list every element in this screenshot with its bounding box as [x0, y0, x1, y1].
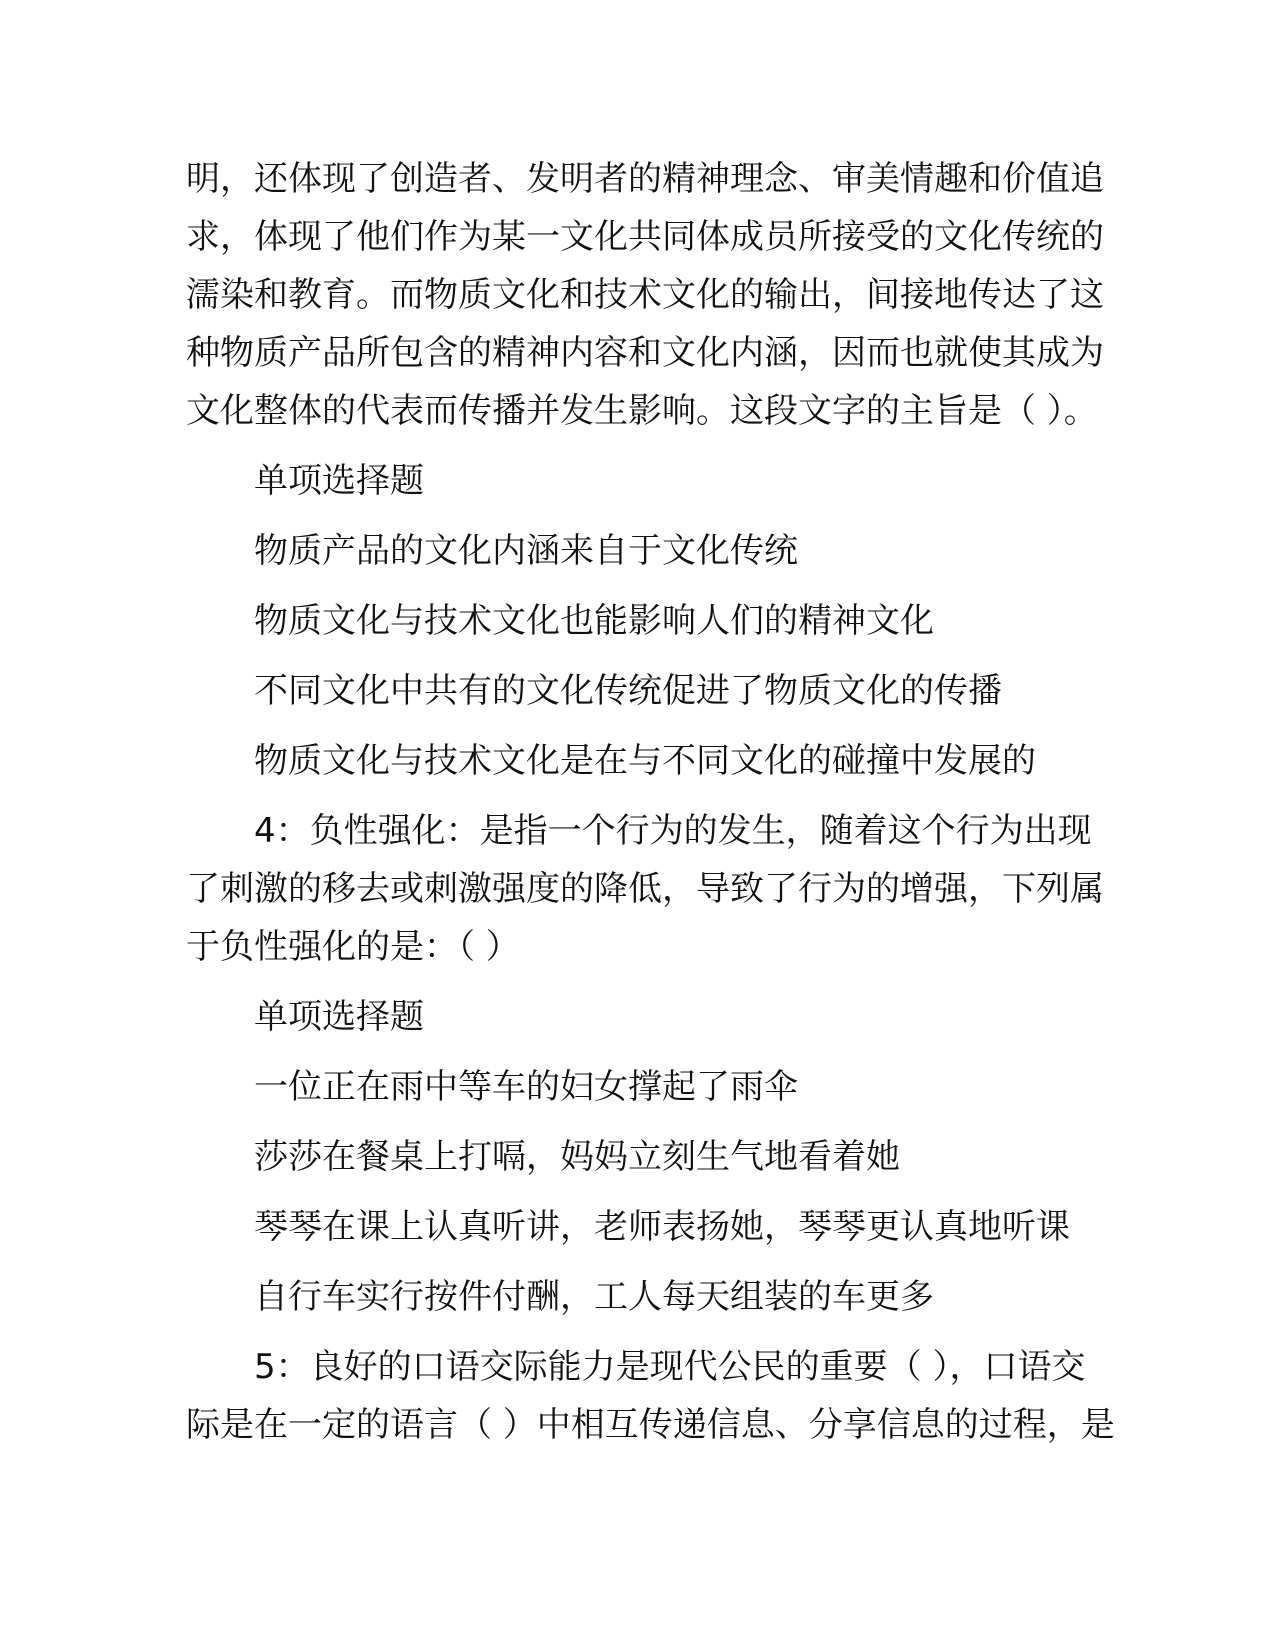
question-3-stem-line: 文化整体的代表而传播并发生影响。这段文字的主旨是（ ）。: [186, 391, 1098, 431]
question-3-option-d: 物质文化与技术文化是在与不同文化的碰撞中发展的: [254, 741, 1036, 781]
question-5-stem-line: 5：良好的口语交际能力是现代公民的重要（ ），口语交: [254, 1347, 1086, 1387]
question-3-stem-line: 种物质产品所包含的精神内容和文化内涵，因而也就使其成为: [186, 333, 1104, 373]
document-body: [186, 150, 1115, 1454]
question-3-stem-line: 明，还体现了创造者、发明者的精神理念、审美情趣和价值追: [186, 159, 1104, 199]
question-5-stem-line: 际是在一定的语言（ ）中相互传递信息、分享信息的过程，是: [186, 1405, 1115, 1445]
question-4-type: 单项选择题: [254, 997, 424, 1037]
question-4-stem-line: 于负性强化的是：（ ）: [186, 927, 520, 967]
question-3-stem: [186, 150, 1104, 440]
question-3-stem-line: 求，体现了他们作为某一文化共同体成员所接受的文化传统的: [186, 217, 1104, 257]
question-3-stem-line: 濡染和教育。而物质文化和技术文化的输出，间接地传达了这: [186, 275, 1104, 315]
question-3-option-b: 物质文化与技术文化也能影响人们的精神文化: [254, 601, 934, 641]
question-4-stem-line: 了刺激的移去或刺激强度的降低，导致了行为的增强，下列属: [186, 869, 1104, 909]
question-4-stem: [186, 802, 1104, 976]
question-3-type: 单项选择题: [254, 461, 424, 501]
question-3-option-a: 物质产品的文化内涵来自于文化传统: [254, 531, 798, 571]
question-4-option-c: 琴琴在课上认真听讲，老师表扬她，琴琴更认真地听课: [254, 1207, 1070, 1247]
question-4-option-a: 一位正在雨中等车的妇女撑起了雨伞: [254, 1067, 798, 1107]
question-4-option-d: 自行车实行按件付酬，工人每天组装的车更多: [254, 1277, 934, 1317]
question-5-stem: [186, 1338, 1115, 1454]
question-4-stem-line: 4：负性强化：是指一个行为的发生，随着这个行为出现: [254, 811, 1092, 851]
question-4-option-b: 莎莎在餐桌上打嗝，妈妈立刻生气地看着她: [254, 1137, 900, 1177]
question-3-option-c: 不同文化中共有的文化传统促进了物质文化的传播: [254, 671, 1002, 711]
